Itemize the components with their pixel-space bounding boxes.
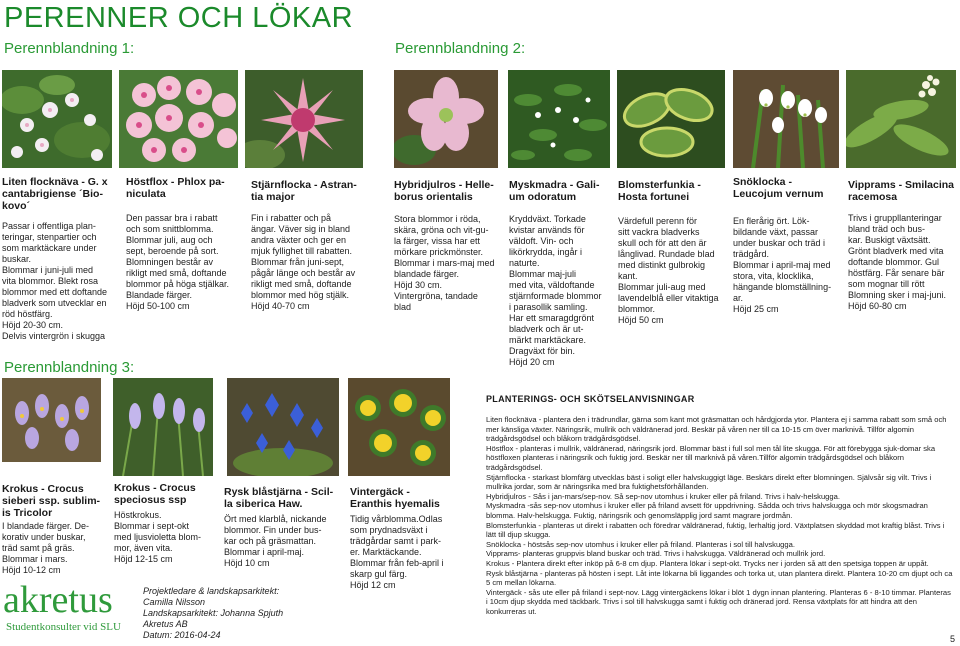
plant-desc-geranium: Passar i offentliga plan- teringar, stenpartier och som marktäckare under buskar. Blommar i juni-juli med vita blommor. Blekt rosa blommor med ett doftande bladverk som utvecklar en röd höstfärg. Höjd 20-30 cm. Delvis vintergrön i skugga	[2, 221, 108, 341]
plant-name-galium: Myskmadra - Gali- um odoratum	[509, 179, 600, 203]
page-number: 5	[950, 634, 956, 644]
care-line-leucojum: Snöklocka - höstsås sep-nov utomhus i kruker eller på friland. Planteras i sol till halvskugga.	[486, 539, 795, 549]
plant-desc-scilla: Ört med klarblå, nickande blommor. Fin under bus- kar och på gräsmattan. Blommar i april-maj. Höjd 10 cm	[224, 514, 327, 568]
photo-crocus-sieberi	[2, 378, 101, 462]
photo-leucojum	[733, 70, 839, 168]
plant-desc-crocus-sieberi: I blandade färger. De- korativ under buskar, träd samt på gräs. Blommar i mars. Höjd 10-12 cm	[2, 521, 90, 575]
plant-desc-galium: Kryddväxt. Torkade kvistar används för väldoft. Vin- och likörkrydda, ingår i naturte. Blommar maj-juli med vita, väldoftande stjärnformade blommor i parasollik samling. Har ett smaragdgrönt bladverk och är ut- märkt marktäckare. Dragväxt för bin. Höjd 20 cm	[509, 214, 602, 367]
photo-geranium	[2, 70, 112, 168]
photo-galium	[508, 70, 610, 168]
care-line-eranthis: Vintergäck - sås ute eller på friland i sept-nov. Lägg vintergäckens lökar i blöt 1 dygn innan plantering. Planteras 6 - 8-10 timmar. Planteras i 10cm djup skydda med täckbark. Trivs i sol till halvskugga samt i fuktig och dränerad jord. Rensa växtplats för att hindra att den konkurreras ut.	[486, 587, 951, 616]
care-line-helleborus: Hybridjulros - Sås i jan-mars/sep-nov. Så sep-nov utomhus i kruker eller på friland. Trivs i halv-helskugga.	[486, 491, 840, 501]
page-title: PERENNER OCH LÖKAR	[4, 2, 354, 34]
care-line-hosta: Blomsterfunkia - planteras ut direkt i rabatten och föredrar väldränerad, fuktig, lerhaltig jord. Växtplatsen skyddad mot kraftig blåst. Trivs i lätt till djup skugga.	[486, 520, 945, 540]
akretus-logo: akretus	[3, 579, 113, 621]
care-line-crocus: Krokus - Plantera direkt efter inköp på 6-8 cm djup. Plantera lökar i sept-okt. Trycks ner i jorden så att den spetsiga toppen är uppåt.	[486, 558, 929, 568]
plant-name-geranium: Liten flocknäva - G. x cantabrigiense ´Bio-kovo´	[2, 176, 108, 212]
plant-name-astrantia: Stjärnflocka - Astran- tia major	[251, 179, 357, 203]
plant-desc-smilacina: Trivs i gruppllanteringar bland träd och bus- kar. Buskigt växtsätt. Grönt bladverk med vita doftande blommor. Gul höstfärg. Får senare bär som mognar till rött Blomning sker i maj-juni. Höjd 60-80 cm	[848, 213, 947, 311]
care-line-phlox: Höstflox - planteras i mullrik, väldränerad, näringsrik jord. Blommar bäst i full sol men tål lite skugga. För att förebygga sjuk-domar ska höstfloxen planteras i näringsrik och fuktig jord. Beskär ner till marknivå på våren.Tillför algomin trädgårdsgödsel och blåkorn trädgårdsgödsel.	[486, 443, 936, 472]
section-heading-blend2: Perennblandning 2:	[395, 40, 526, 57]
plant-name-crocus-speciosus: Krokus - Crocus speciosus ssp	[114, 482, 196, 506]
plant-desc-hosta: Värdefull perenn för sitt vackra bladverks skull och för att den är långlivad. Rundade blad med distinkt gulbrokig kant. Blommar juli-aug med lavendelblå eller vitaktiga blommor. Höjd 50 cm	[618, 216, 719, 325]
care-line-geranium: Liten flocknäva - plantera den i trädrundlar, gärna som kant mot gräsmattan och hårdgjorda ytor. Plantera ej i samma rabatt som små och mer känsliga växter. Näringsrik, mullrik och väldränerad jord. Beskär på våren ner till ca 10-15 cm över marknivå. Tillför algomin trädgårdsgödsel och blåkorn trädgårdsgödsel.	[486, 415, 947, 444]
plant-desc-leucojum: En flerårig ört. Lök- bildande växt, passar under buskar och träd i trädgård. Blommar i april-maj med stora, vita, klocklika, hängande blomställning- ar. Höjd 25 cm	[733, 216, 832, 314]
care-instructions	[486, 415, 954, 616]
plant-desc-crocus-speciosus: Höstkrokus. Blommar i sept-okt med ljusvioletta blom- mor, även vita. Höjd 12-15 cm	[114, 510, 202, 564]
photo-astrantia	[245, 70, 363, 168]
photo-scilla	[227, 378, 339, 476]
photo-eranthis	[348, 378, 450, 476]
plant-name-leucojum: Snöklocka - Leucojum vernum	[733, 176, 824, 200]
plant-desc-helleborus: Stora blommor i röda, skära, gröna och vit-gu- la färger, vissa har ett mörkare prickmönster. Blommar i mars-maj med blandade färger. Höjd 30 cm. Vintergröna, tandade blad	[394, 214, 495, 312]
care-heading: PLANTERINGS- OCH SKÖTSELANVISNINGAR	[486, 394, 695, 404]
photo-crocus-speciosus	[113, 378, 213, 476]
photo-phlox	[119, 70, 238, 168]
care-line-scilla: Rysk blåstjärna - planteras på hösten i sept. Låt inte lökarna bli liggandes och torka ut, utan plantera direkt. Plantera 10-20 cm djupt och ca 5 cm mellan lökarna.	[486, 568, 953, 588]
plant-name-hosta: Blomsterfunkia - Hosta fortunei	[618, 179, 701, 203]
plant-desc-phlox: Den passar bra i rabatt och som snittblomma. Blommar juli, aug och sept, beroende på sort. Blomningen består av rikligt med små, doftande blommor på höga stjälkar. Blandade färger. Höjd 50-100 cm	[126, 213, 230, 311]
photo-smilacina	[846, 70, 956, 168]
section-heading-blend3: Perennblandning 3:	[4, 359, 135, 376]
section-heading-blend1: Perennblandning 1:	[4, 40, 135, 57]
care-line-smilacina: Vipprams- planteras gruppvis bland buskar och träd. Trivs i halvskugga. Väldränerad och mullrik jord.	[486, 549, 826, 559]
photo-hosta	[617, 70, 725, 168]
plant-name-helleborus: Hybridjulros - Helle- borus orientalis	[394, 179, 494, 203]
plant-desc-eranthis: Tidig vårblomma.Odlas som prydnadsväxt i trädgårdar samt i park- er. Marktäckande. Blommar från feb-april i skarp gul färg. Höjd 12 cm	[350, 514, 444, 590]
plant-desc-astrantia: Fin i rabatter och på ängar. Väver sig in bland andra växter och ger en mjuk fyllighet till rabatten. Blommar från juni-sept, pågår länge och består av rikligt med små, doftande blommor med hög stjälk. Höjd 40-70 cm	[251, 213, 356, 311]
project-credits: Projektledare & landskapsarkitekt: Camilla Nilsson Landskapsarkitekt: Johanna Spjuth Akretus AB Datum: 2016-04-24	[143, 586, 284, 640]
care-line-astrantia: Stjärnflocka - starkast blomfärg utvecklas bäst i soligt eller halvskuggigt läge. Beskärs direkt efter blomningen. Självsår sig vilt. Trivs i mullrika jordar, som är näringsrika med bra fuktighetsförhållanden.	[486, 472, 932, 492]
care-line-galium: Myskmadra -sås sep-nov utomhus i kruker eller på friland avsett för uppdrivning. Sådda och trivs halvskugga och mör skogsmadran blomma. Halv-helskugga. Fuktig, näringsrik och genomsläpplig jord samt magrare jordmån.	[486, 501, 928, 520]
plant-name-scilla: Rysk blåstjärna - Scil- la siberica Haw.	[224, 486, 334, 510]
plant-name-eranthis: Vintergäck - Eranthis hyemalis	[350, 486, 440, 510]
akretus-logo-subtitle: Studentkonsulter vid SLU	[6, 621, 121, 633]
plant-name-phlox: Höstflox - Phlox pa- niculata	[126, 176, 225, 200]
photo-helleborus	[394, 70, 498, 168]
plant-name-crocus-sieberi: Krokus - Crocus sieberi ssp. sublim- is Tricolor	[2, 483, 101, 519]
plant-name-smilacina: Vipprams - Smilacina racemosa	[848, 179, 955, 203]
